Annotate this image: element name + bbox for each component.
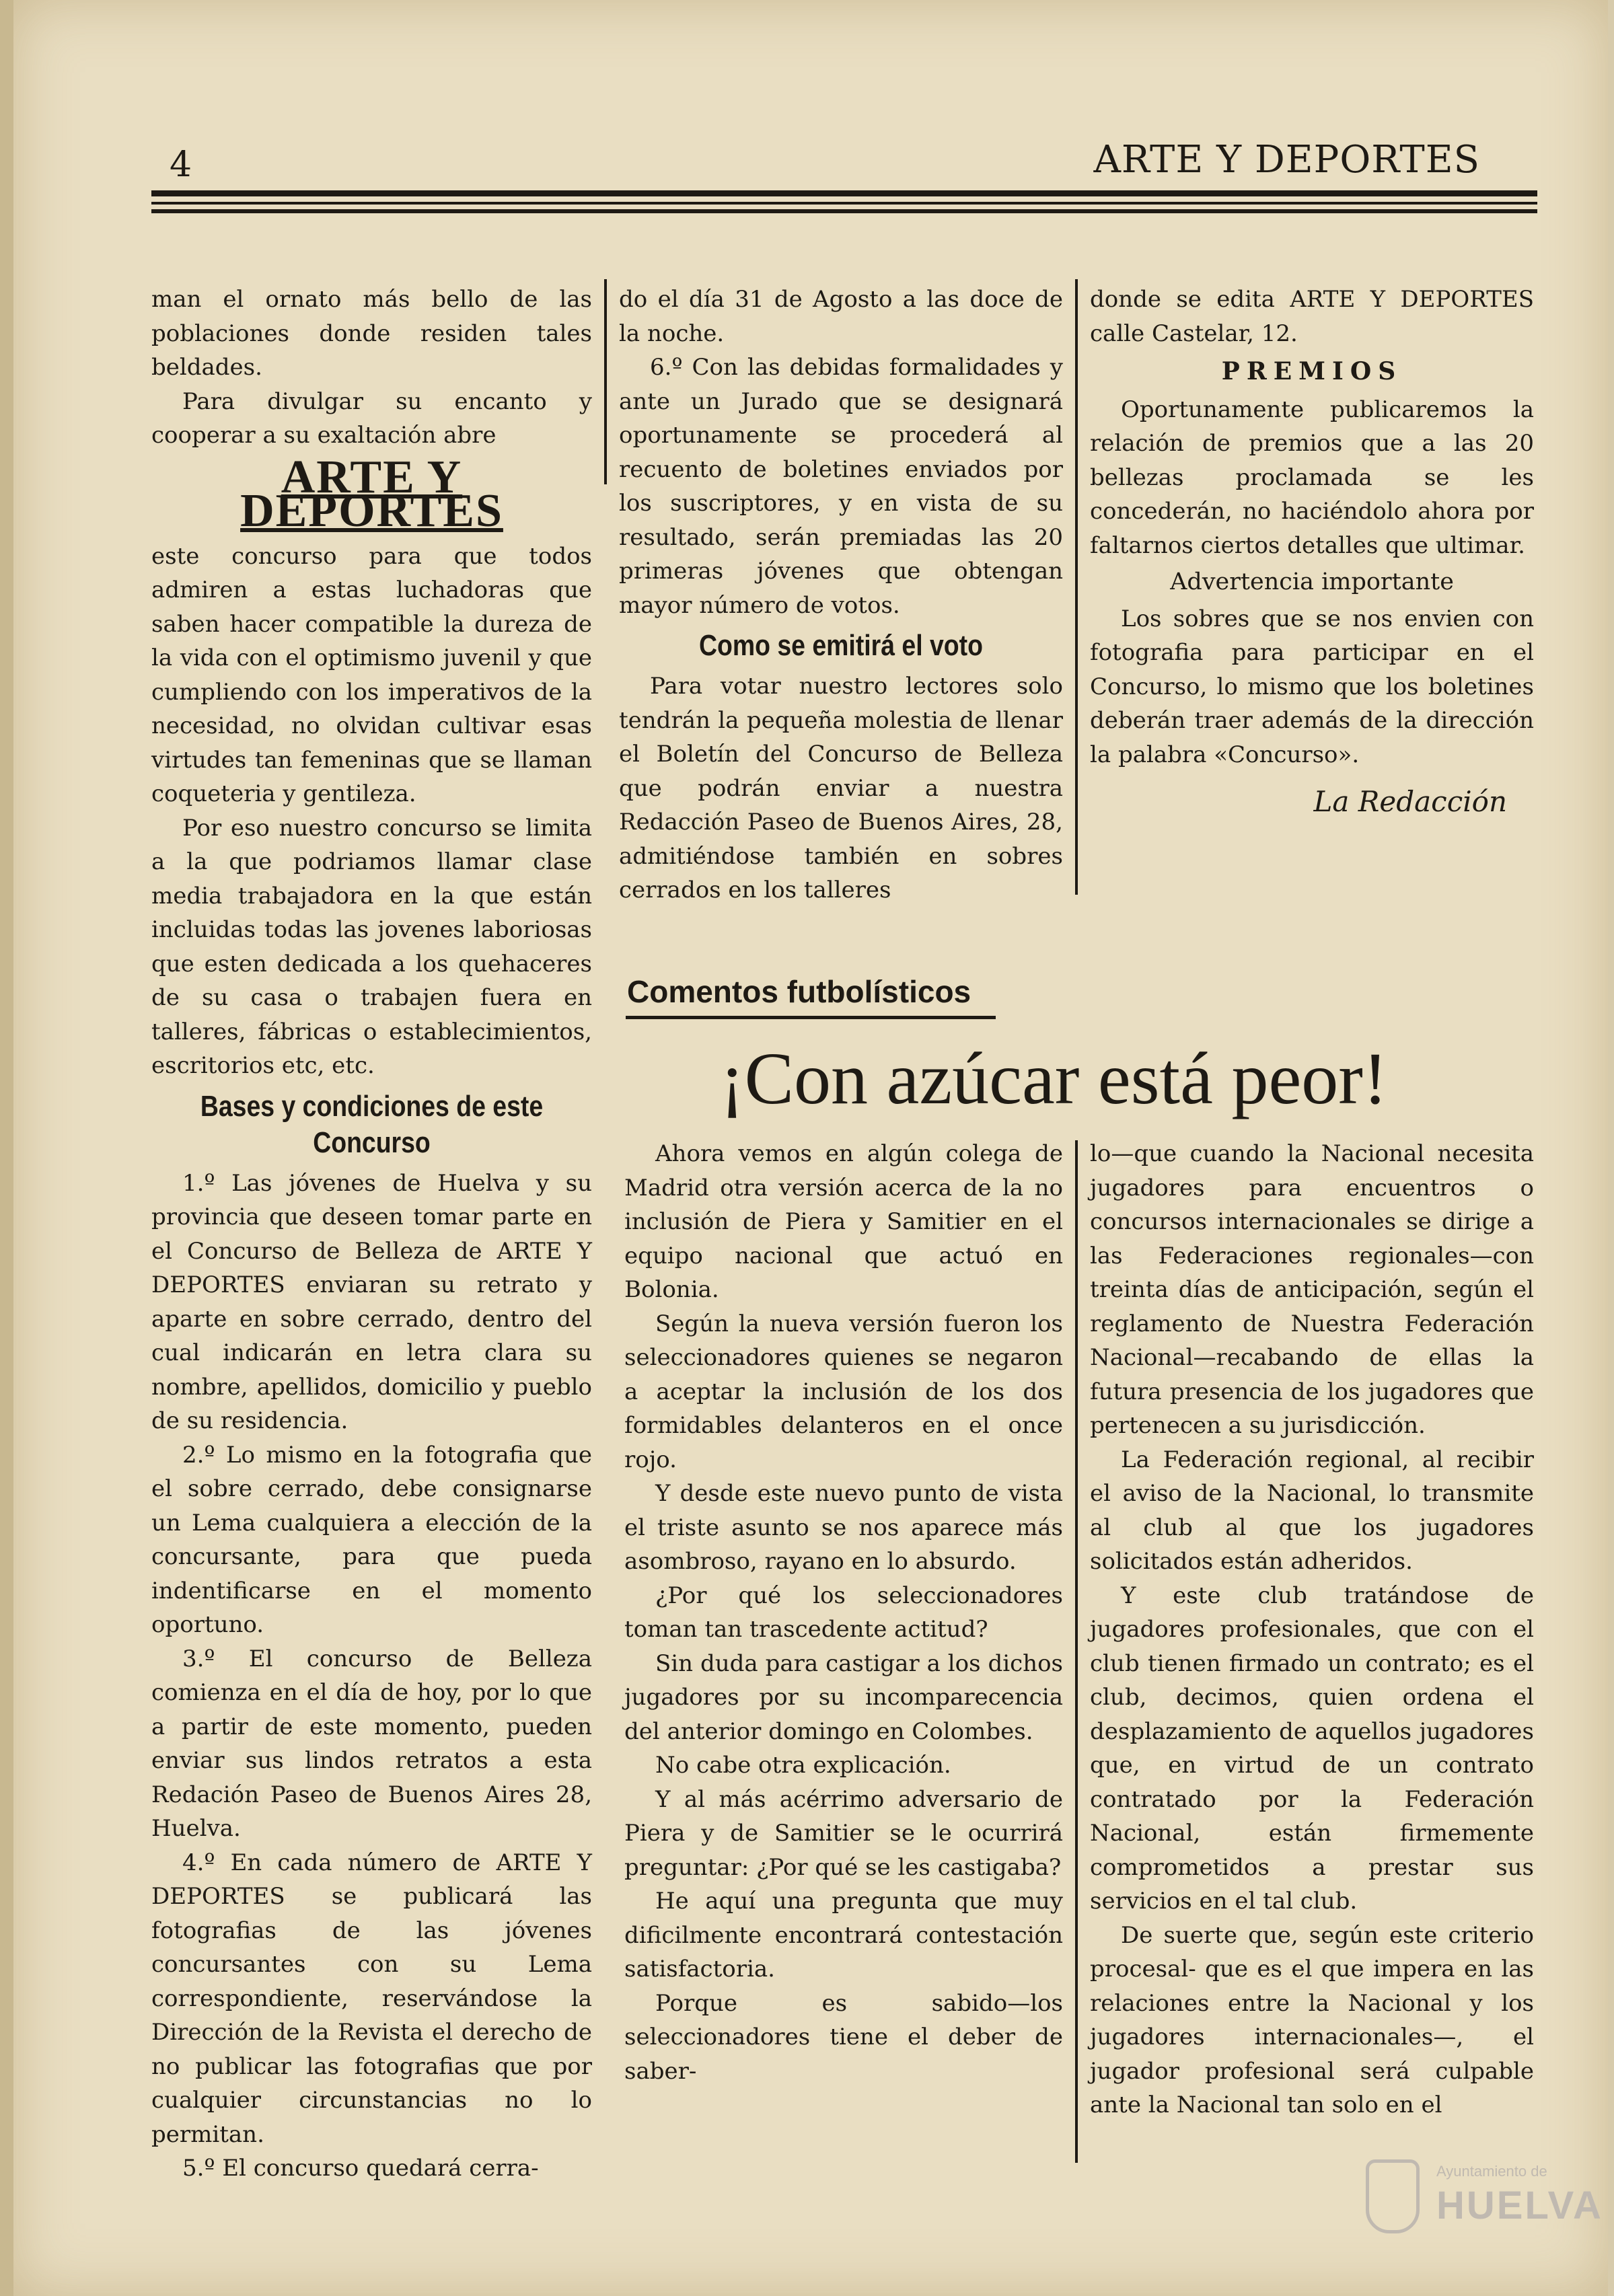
col1-paragraph: este concurso para que todos admiren a estas luchadoras que saben hacer compatible la dureza de la vida con el optimismo juvenil y que cumpliendo con los imperativos de la necesidad, no olvidan cultivar esas virtudes tan femeninas que se llaman coqueteria y gentileza. xyxy=(151,542,592,807)
publication-logo: ARTE Y DEPORTES xyxy=(240,451,503,537)
col2-paragraph: do el día 31 de Agosto a las doce de la noche. xyxy=(619,286,1063,347)
notice-heading: Advertencia importante xyxy=(1170,568,1454,595)
article-paragraph: Ahora vemos en algún colega de Madrid otra versión acerca de la no inclusión de Piera y Samitier en el equipo nacional que actuó en Bolonia. xyxy=(624,1140,1063,1303)
newspaper-page xyxy=(13,0,1608,2296)
col3-paragraph: donde se edita ARTE Y DEPORTES calle Castelar, 12. xyxy=(1090,286,1534,347)
col1-paragraph: Para divulgar su encanto y cooperar a su exaltación abre xyxy=(151,387,592,449)
voting-heading: Como se emitirá el voto xyxy=(699,629,983,662)
rule-item: 6.º Con las debidas formalidades y ante un Jurado que se designará oportunamente se procederá al recuento de boletines enviados por los suscriptores, y en vista de su resultado, serán premiadas las 20 primeras jóvenes que obtengan mayor número de votos. xyxy=(619,354,1063,619)
column-divider xyxy=(1075,279,1078,895)
article-column-right xyxy=(1090,1137,1534,2122)
article-paragraph: Y desde este nuevo punto de vista el triste asunto se nos aparece más asombroso, rayano en lo absurdo. xyxy=(624,1480,1063,1575)
header-rule-bottom xyxy=(151,209,1537,213)
col3-paragraph: Oportunamente publicaremos la relación de premios que a las 20 bellezas proclamada se les concederán, no haciéndolo ahora por faltarnos ciertos detalles que ultimar. xyxy=(1090,396,1534,559)
watermark-small-text: Ayuntamiento de xyxy=(1436,2163,1547,2180)
article-paragraph: lo—que cuando la Nacional necesita jugadores para encuentros o concursos internacionales se dirige a las Federaciones regionales—con treinta días de anticipación, según el reglamento de Nuestra Federación Nacional—recabando de ellas la futura presencia de los jugadores que pertenecen a su jurisdicción. xyxy=(1090,1140,1534,1439)
article-paragraph: De suerte que, según este criterio procesal- que es el que impera en las relaciones entre la Nacional y los jugadores internacionales—, el jugador profesional será culpable ante la Nacional tan solo en el xyxy=(1090,1921,1534,2118)
page-gutter xyxy=(0,0,15,2296)
article-paragraph: He aquí una pregunta que muy dificilmente encontrará contestación satisfactoria. xyxy=(624,1888,1063,1983)
article-paragraph: Sin duda para castigar a los dichos jugadores por su incomparecencia del anterior domingo en Colombes. xyxy=(624,1650,1063,1745)
header-rule-middle xyxy=(151,202,1537,205)
article-headline: ¡Con azúcar está peor! xyxy=(720,1037,1388,1119)
article-paragraph: ¿Por qué los seleccionadores toman tan trascedente actitud? xyxy=(624,1582,1063,1643)
column-divider xyxy=(1075,1140,1078,2163)
column-2 xyxy=(619,283,1063,908)
col2-paragraph: Para votar nuestro lectores solo tendrán la pequeña molestia de llenar el Boletín del Concurso de Belleza que podrán enviar a nuestra Redacción Paseo de Buenos Aires, 28, admitiéndose también en sobres cerrados en los talleres xyxy=(619,673,1063,903)
col1-paragraph: Por eso nuestro concurso se limita a la que podriamos llamar clase media trabajadora en la que están incluidas todas las jovenes laboriosas que esten dedicada a los quehaceres de su casa o trabajen fuera en talleres, fábricas o establecimientos, escritorios etc, etc. xyxy=(151,814,592,1079)
section-title: Comentos futbolísticos xyxy=(627,974,971,1009)
section-underline xyxy=(626,1016,996,1019)
col1-paragraph: man el ornato más bello de las poblaciones donde residen tales beldades. xyxy=(151,286,592,381)
page-number: 4 xyxy=(170,145,192,185)
col3-paragraph: Los sobres que se nos envien con fotografia para participar en el Concurso, lo mismo que los boletines deberán traer además de la dirección la palabra «Concurso». xyxy=(1090,605,1534,768)
column-3 xyxy=(1090,283,1534,819)
rule-item: 5.º El concurso quedará cerra- xyxy=(182,2155,539,2182)
editorial-signature: La Redacción xyxy=(1313,785,1507,818)
watermark-big-text: HUELVA xyxy=(1436,2184,1603,2227)
column-divider xyxy=(604,279,607,484)
column-1 xyxy=(151,283,592,2186)
header-rule-thick xyxy=(151,190,1537,196)
rule-item: 4.º En cada número de ARTE Y DEPORTES se publicará las fotografias de las jóvenes concursantes con su Lema correspondiente, reservándose la Dirección de la Revista el derecho de no publicar las fotografias que por cualquier circunstancias no lo permitan. xyxy=(151,1849,592,2148)
prizes-heading: PREMIOS xyxy=(1221,357,1403,385)
article-paragraph: Y este club tratándose de jugadores profesionales, que con el club tienen firmado un contrato; es el club, decimos, quien ordena el desplazamiento de aquellos jugadores que, en virtud de un contrato contratado por la Federación Nacional, están firmemente comprometidos a prestar sus servicios en el tal club. xyxy=(1090,1582,1534,1915)
rule-item: 3.º El concurso de Belleza comienza en el día de hoy, por lo que a partir de este momento, pueden enviar sus lindos retratos a esta Redación Paseo de Buenos Aires 28, Huelva. xyxy=(151,1645,592,1842)
article-paragraph: No cabe otra explicación. xyxy=(655,1752,951,1779)
crest-icon xyxy=(1366,2159,1420,2233)
article-paragraph: Y al más acérrimo adversario de Piera y de Samitier se le ocurrirá preguntar: ¿Por qué se les castigaba? xyxy=(624,1785,1063,1881)
article-paragraph: Porque es sabido—los seleccionadores tiene el deber de saber- xyxy=(624,1989,1063,2085)
rules-heading: Bases y condiciones de este Concurso xyxy=(200,1089,544,1159)
running-title: ARTE Y DEPORTES xyxy=(1093,138,1480,182)
article-column-left xyxy=(624,1137,1063,2088)
rule-item: 1.º Las jóvenes de Huelva y su provincia que deseen tomar parte en el Concurso de Belleza de ARTE Y DEPORTES enviaran su retrato y aparte en sobre cerrado, dentro del cual indicarán en letra clara su nombre, apellidos, domicilio y pueblo de su residencia. xyxy=(151,1169,592,1434)
article-paragraph: Según la nueva versión fueron los seleccionadores quienes se negaron a aceptar la inclusión de los dos formidables delanteros en el once rojo. xyxy=(624,1310,1063,1473)
article-paragraph: La Federación regional, al recibir el aviso de la Nacional, lo transmite al club al que los jugadores solicitados están adheridos. xyxy=(1090,1446,1534,1575)
rule-item: 2.º Lo mismo en la fotografia que el sobre cerrado, debe consignarse un Lema cualquiera a elección de la concursante, para que pueda indentificarse en el momento oportuno. xyxy=(151,1441,592,1638)
